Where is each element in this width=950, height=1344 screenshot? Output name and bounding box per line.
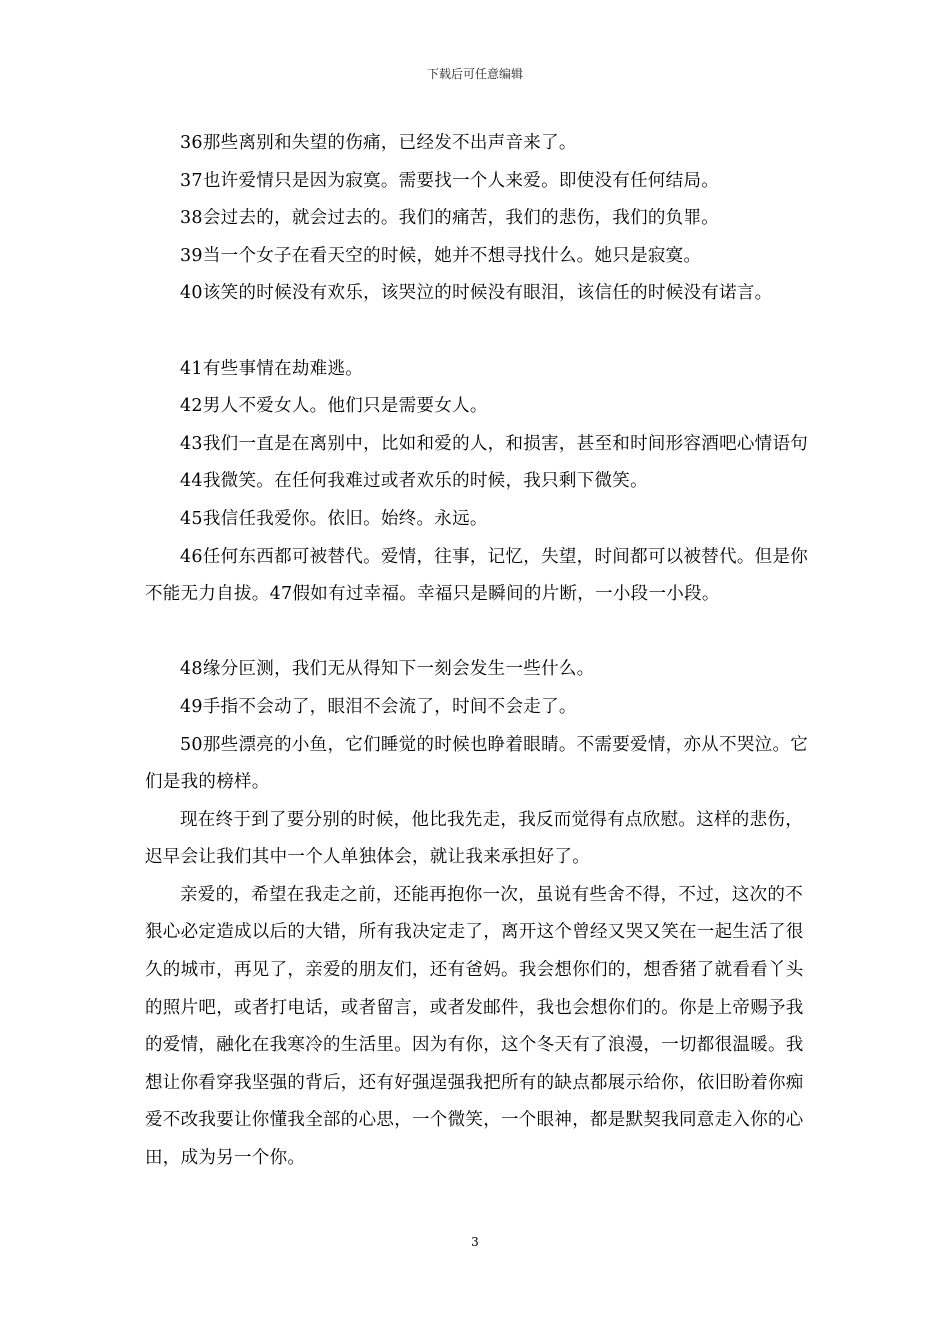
paragraph-42: 42男人不爱女人。他们只是需要女人。: [180, 396, 488, 417]
page-number: 3: [471, 1235, 479, 1249]
blank-line: [145, 614, 810, 652]
paragraph-50: 50那些漂亮的小鱼，它们睡觉的时候也睁着眼睛。不需要爱情，亦从不哭泣。它们是我的榜样。: [145, 734, 809, 793]
paragraph-45: 45我信任我爱你。依旧。始终。永远。: [180, 508, 488, 529]
paragraph-letter: 亲爱的，希望在我走之前，还能再抱你一次，虽说有些舍不得，不过，这次的不狠心必定造成以后的大错，所有我决定走了，离开这个曾经又哭又笑在一起生活了很久的城市，再见了，亲爱的朋友们，还有爸妈。我会想你们的，想香猪了就看看丫头的照片吧，或者打电话，或者留言，或者发邮件，我也会想你们的。你是上帝赐予我的爱情，融化在我寒冷的生活里。因为有你，这个冬天有了浪漫，一切都很温暖。我想让你看穿我坚强的背后，还有好强逞强我把所有的缺点都展示给你，依旧盼着你痴爱不改我要让你懂我全部的心思，一个微笑，一个眼神，都是默契我同意走入你的心田，成为另一个你。: [145, 884, 804, 1169]
paragraph-38: 38会过去的，就会过去的。我们的痛苦，我们的悲伤，我们的负罪。: [180, 208, 720, 229]
paragraph-40: 40该笑的时候没有欢乐，该哭泣的时候没有眼泪，该信任的时候没有诺言。: [180, 283, 773, 304]
document-body: [145, 125, 810, 1178]
paragraph-48: 48缘分叵测，我们无从得知下一刻会发生一些什么。: [180, 659, 595, 680]
paragraph-farewell: 现在终于到了要分别的时候，他比我先走，我反而觉得有点欣慰。这样的悲伤，迟早会让我们其中一个人单独体会，就让我来承担好了。: [145, 809, 803, 868]
paragraph-36: 36那些离别和失望的伤痛，已经发不出声音来了。: [180, 133, 577, 153]
paragraph-41: 41有些事情在劫难逃。: [180, 358, 364, 379]
paragraph-43: 43我们一直是在离别中，比如和爱的人，和损害，甚至和时间形容酒吧心情语句: [180, 433, 809, 454]
paragraph-46-47: 46任何东西都可被替代。爱情，往事，记忆，失望，时间都可以被替代。但是你不能无力自拔。47假如有过幸福。幸福只是瞬间的片断，一小段一小段。: [145, 546, 809, 605]
blank-line: [145, 313, 810, 351]
page-header: 下载后可任意编辑: [426, 67, 523, 81]
paragraph-39: 39当一个女子在看天空的时候，她并不想寻找什么。她只是寂寞。: [180, 245, 702, 266]
paragraph-49: 49手指不会动了，眼泪不会流了，时间不会走了。: [180, 696, 577, 717]
paragraph-44: 44我微笑。在任何我难过或者欢乐的时候，我只剩下微笑。: [180, 471, 648, 492]
paragraph-37: 37也许爱情只是因为寂寞。需要找一个人来爱。即使没有任何结局。: [180, 170, 720, 191]
